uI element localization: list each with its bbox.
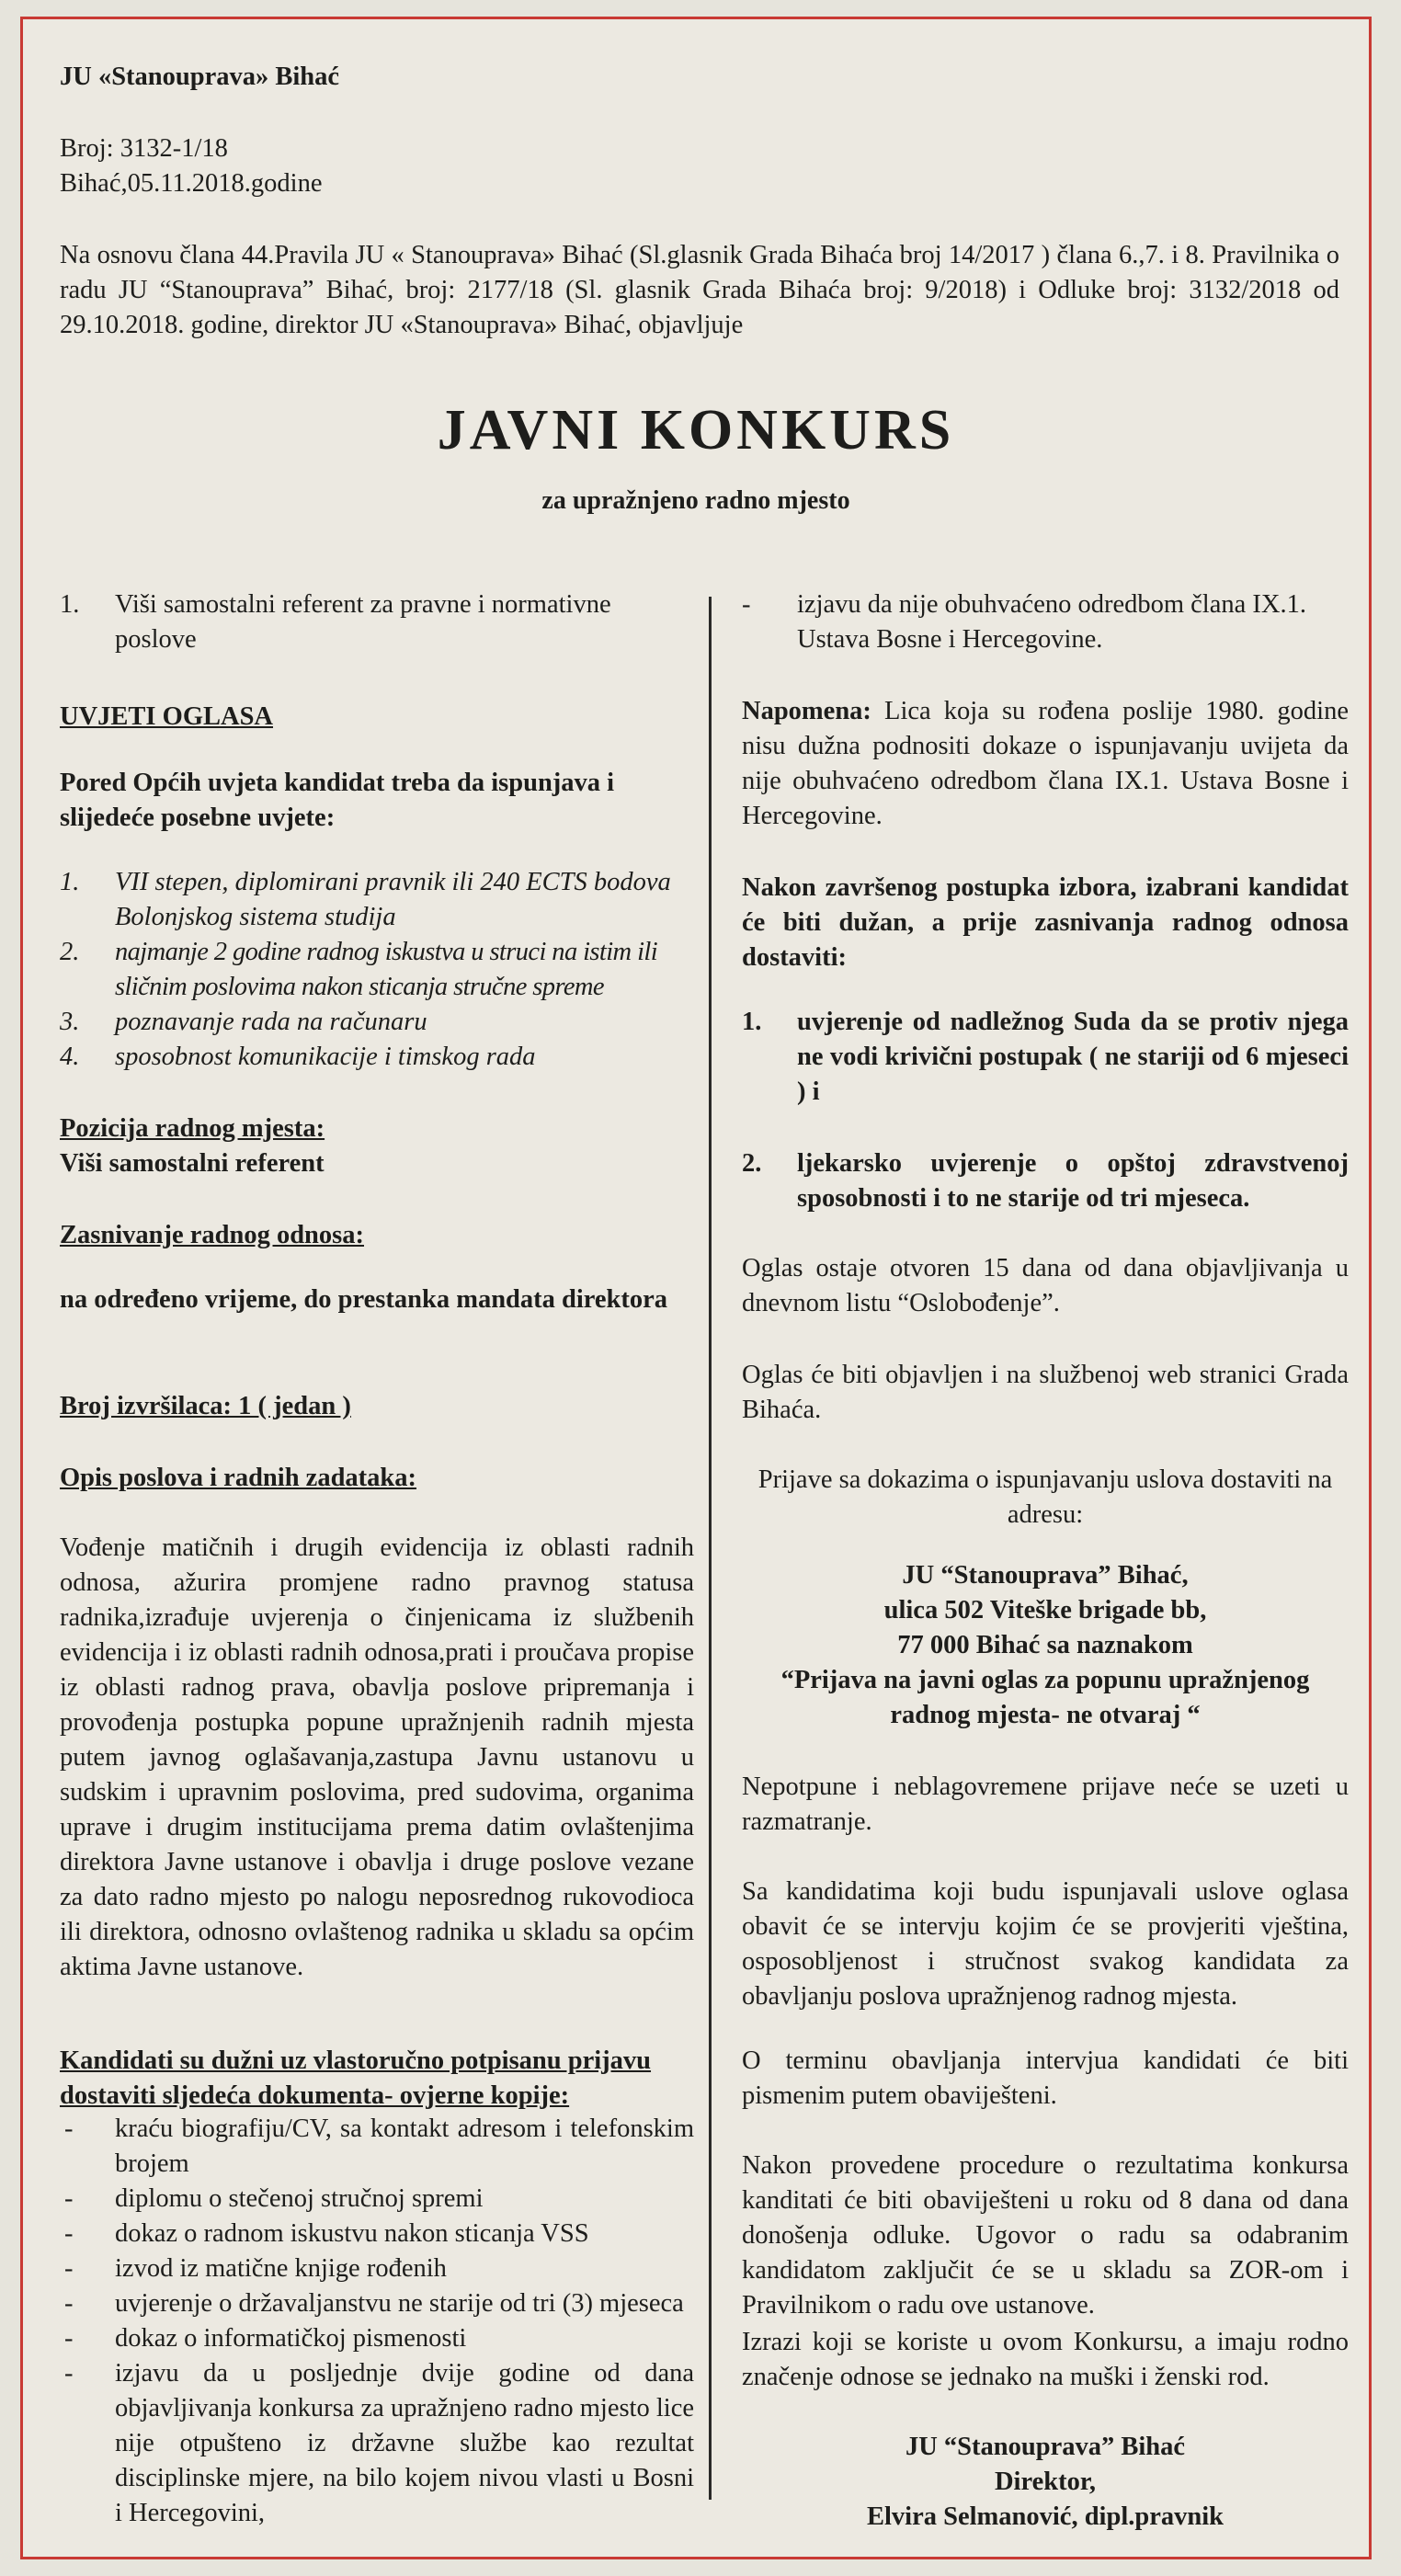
condition-num: 4. — [60, 1043, 80, 1071]
position-heading: Pozicija radnog mjesta: — [60, 1114, 325, 1143]
address-line: radnog mjesta- ne otvaraj “ — [890, 1701, 1201, 1729]
statement-item: izjavu da nije obuhvaćeno odredbom člana IX.1. Ustava Bosne i Hercegovine. — [797, 590, 1306, 654]
open-period-text: Oglas ostaje otvoren 15 dana od dana objavljivanja u dnevnom listu “Oslobođenje”. — [742, 1254, 1349, 1317]
required-doc-text: uvjerenje od nadležnog Suda da se protiv njega ne vodi krivični postupak ( ne stariji od 6 mjeseci ) i — [797, 1008, 1349, 1106]
executors-count: Broj izvršilaca: 1 ( jedan ) — [60, 1392, 351, 1420]
page-title: JAVNI KONKURS — [437, 399, 955, 462]
applications-text: Prijave sa dokazima o ispunjavanju uslova dostaviti na adresu: — [757, 1465, 1333, 1529]
list-item: - dokaz o informatičkoj pismenosti — [115, 2321, 694, 2356]
org-name: JU «Stanouprava» Bihać — [60, 63, 340, 91]
gender-terms-text: Izrazi koji se koriste u ovom Konkursu, a imaju rodno značenje odnose se jednako na muški i ženski rod. — [742, 2328, 1349, 2391]
interview-notice-text: O terminu obavljanja intervjua kandidati će biti pismenim putem obaviješteni. — [742, 2046, 1349, 2110]
list-item: - izjavu da u posljednje dvije godine od dana objavljivanja konkursa za upražnjeno radno mjesto lice nije otpušteno iz državne službe kao rezultat disciplinske mjere, na bilo kojem nivou vlasti u Bosni i Hercegovini, — [115, 2356, 694, 2531]
job-description-heading: Opis poslova i radnih zadataka: — [60, 1464, 417, 1492]
after-selection-text: Nakon završenog postupka izbora, izabrani kandidat će biti dužan, a prije zasnivanja radnog odnosa dostaviti: — [742, 873, 1349, 972]
condition-text: sposobnost komunikacije i timskog rada — [115, 1043, 536, 1071]
address-block — [742, 1558, 1349, 1733]
list-item: - diplomu o stečenoj stručnoj spremi — [115, 2182, 694, 2217]
employment-heading: Zasnivanje radnog odnosa: — [60, 1221, 364, 1249]
list-item: - uvjerenje o državaljanstvu ne starije od tri (3) mjeseca — [115, 2286, 694, 2321]
required-doc-text: ljekarsko uvjerenje o opštoj zdravstvenoj sposobnosti i to ne starije od tri mjeseca. — [797, 1149, 1349, 1213]
procedure-text: Nakon provedene procedure o rezultatima konkursa kanditati će biti obaviješteni u roku od 8 dana od dana donošenja odluke. Ugovor o radu sa odabranim kandidatom zaključit će se u skladu sa ZOR-om i Pravilnikom o radu ove ustanove. — [742, 2151, 1349, 2320]
condition-text: najmanje 2 godine radnog iskustva u struci na istim ili sličnim poslovima nakon sticanja stručne spreme — [115, 938, 658, 1001]
list-item: - kraću biografiju/CV, sa kontakt adresom i telefonskim brojem — [115, 2112, 694, 2182]
signature-block — [742, 2430, 1349, 2535]
list-item: - dokaz o radnom iskustvu nakon sticanja VSS — [115, 2217, 694, 2251]
document-number: Broj: 3132-1/18 — [60, 134, 228, 163]
note-text: Lica koja su rođena poslije 1980. godine nisu dužna podnositi dokaze o ispunjavanju uvijeta da nije obuhvaćeno odredbom člana IX.1. Ustava Bosne i Hercegovine. — [742, 697, 1349, 830]
employment-value: na određeno vrijeme, do prestanka mandata direktora — [60, 1285, 668, 1314]
web-publish-text: Oglas će biti objavljen i na službenoj web stranici Grada Bihaća. — [742, 1361, 1349, 1424]
note-paragraph — [742, 694, 1349, 834]
position-title: Viši samostalni referent za pravne i normativne poslove — [115, 590, 611, 654]
list-item: - izvod iz matične knjige rođenih — [115, 2251, 694, 2286]
condition-num: 2. — [60, 938, 80, 966]
documents-list — [115, 2112, 694, 2531]
address-line: ulica 502 Viteške brigade bb, — [883, 1596, 1207, 1624]
address-line: 77 000 Bihać sa naznakom — [897, 1631, 1193, 1659]
incomplete-applications-text: Nepotpune i neblagovremene prijave neće se uzeti u razmatranje. — [742, 1772, 1349, 1836]
conditions-heading: UVJETI OGLASA — [60, 702, 274, 731]
condition-num: 3. — [60, 1008, 80, 1036]
conditions-intro: Pored Općih uvjeta kandidat treba da ispunjava i slijedeće posebne uvjete: — [60, 769, 615, 832]
signature-line: JU “Stanouprava” Bihać — [905, 2433, 1186, 2461]
condition-text: poznavanje rada na računaru — [115, 1008, 427, 1036]
job-description: Vođenje matičnih i drugih evidencija iz oblasti radnih odnosa, ažurira promjene radno pravnog statusa radnika,izrađuje uvjerenja o činjenicama iz službenih evidencija i iz oblasti radnih odnosa,prati i proučava propise iz oblasti radnog prava, obavlja poslove pripremanja i provođenja postupka popune upražnjenih radnih mjesta putem javnog oglašavanja,zastupa Javnu ustanovu u sudskim i upravnim poslovima, pred sudovima, organima uprave i drugim institucijama prema datim ovlaštenjima direktora Javne ustanove i obavlja i druge poslove vezane za dato radno mjesto po nalogu neposrednog rukovodioca ili direktora, odnosno ovlaštenog radnika u skladu sa općim aktima Javne ustanove. — [60, 1533, 694, 1981]
column-divider — [709, 597, 712, 2500]
condition-text: VII stepen, diplomirani pravnik ili 240 ECTS bodova Bolonjskog sistema studija — [115, 868, 671, 931]
address-line: “Prijava na javni oglas za popunu upražnjenog — [780, 1666, 1310, 1694]
required-doc-num: 1. — [742, 1008, 762, 1036]
address-line: JU “Stanouprava” Bihać, — [902, 1561, 1189, 1590]
note-label: Napomena: — [742, 697, 871, 725]
documents-heading: Kandidati su dužni uz vlastoručno potpisanu prijavu dostaviti sljedeća dokumenta- ovjerne kopije: — [60, 2046, 652, 2110]
document-date: Bihać,05.11.2018.godine — [60, 169, 323, 198]
signature-line: Elvira Selmanović, dipl.pravnik — [867, 2502, 1224, 2531]
signature-line: Direktor, — [994, 2468, 1097, 2496]
position-number: 1. — [60, 590, 80, 619]
page-subtitle: za upražnjeno radno mjesto — [541, 486, 850, 515]
required-doc-num: 2. — [742, 1149, 762, 1178]
intro-paragraph: Na osnovu člana 44.Pravila JU « Stanouprava» Bihać (Sl.glasnik Grada Bihaća broj 14/2017 ) člana 6.,7. i 8. Pravilnika o radu JU “Stanouprava” Bihać, broj: 2177/18 (Sl. glasnik Grada Bihaća broj: 9/2018) i Odluke broj: 3132/2018 od 29.10.2018. godine, direktor JU «Stanouprava» Bihać, objavljuje — [60, 241, 1339, 339]
interview-text: Sa kandidatima koji budu ispunjavali uslove oglasa obavit će se intervju kojim će se provjeriti vještina, osposobljenost i stručnost svakog kandidata za obavljanju poslova upražnjenog radnog mjesta. — [742, 1877, 1349, 2011]
condition-num: 1. — [60, 868, 80, 896]
document-page — [20, 17, 1372, 2559]
position-value: Viši samostalni referent — [60, 1149, 325, 1178]
dash-marker: - — [742, 590, 751, 619]
